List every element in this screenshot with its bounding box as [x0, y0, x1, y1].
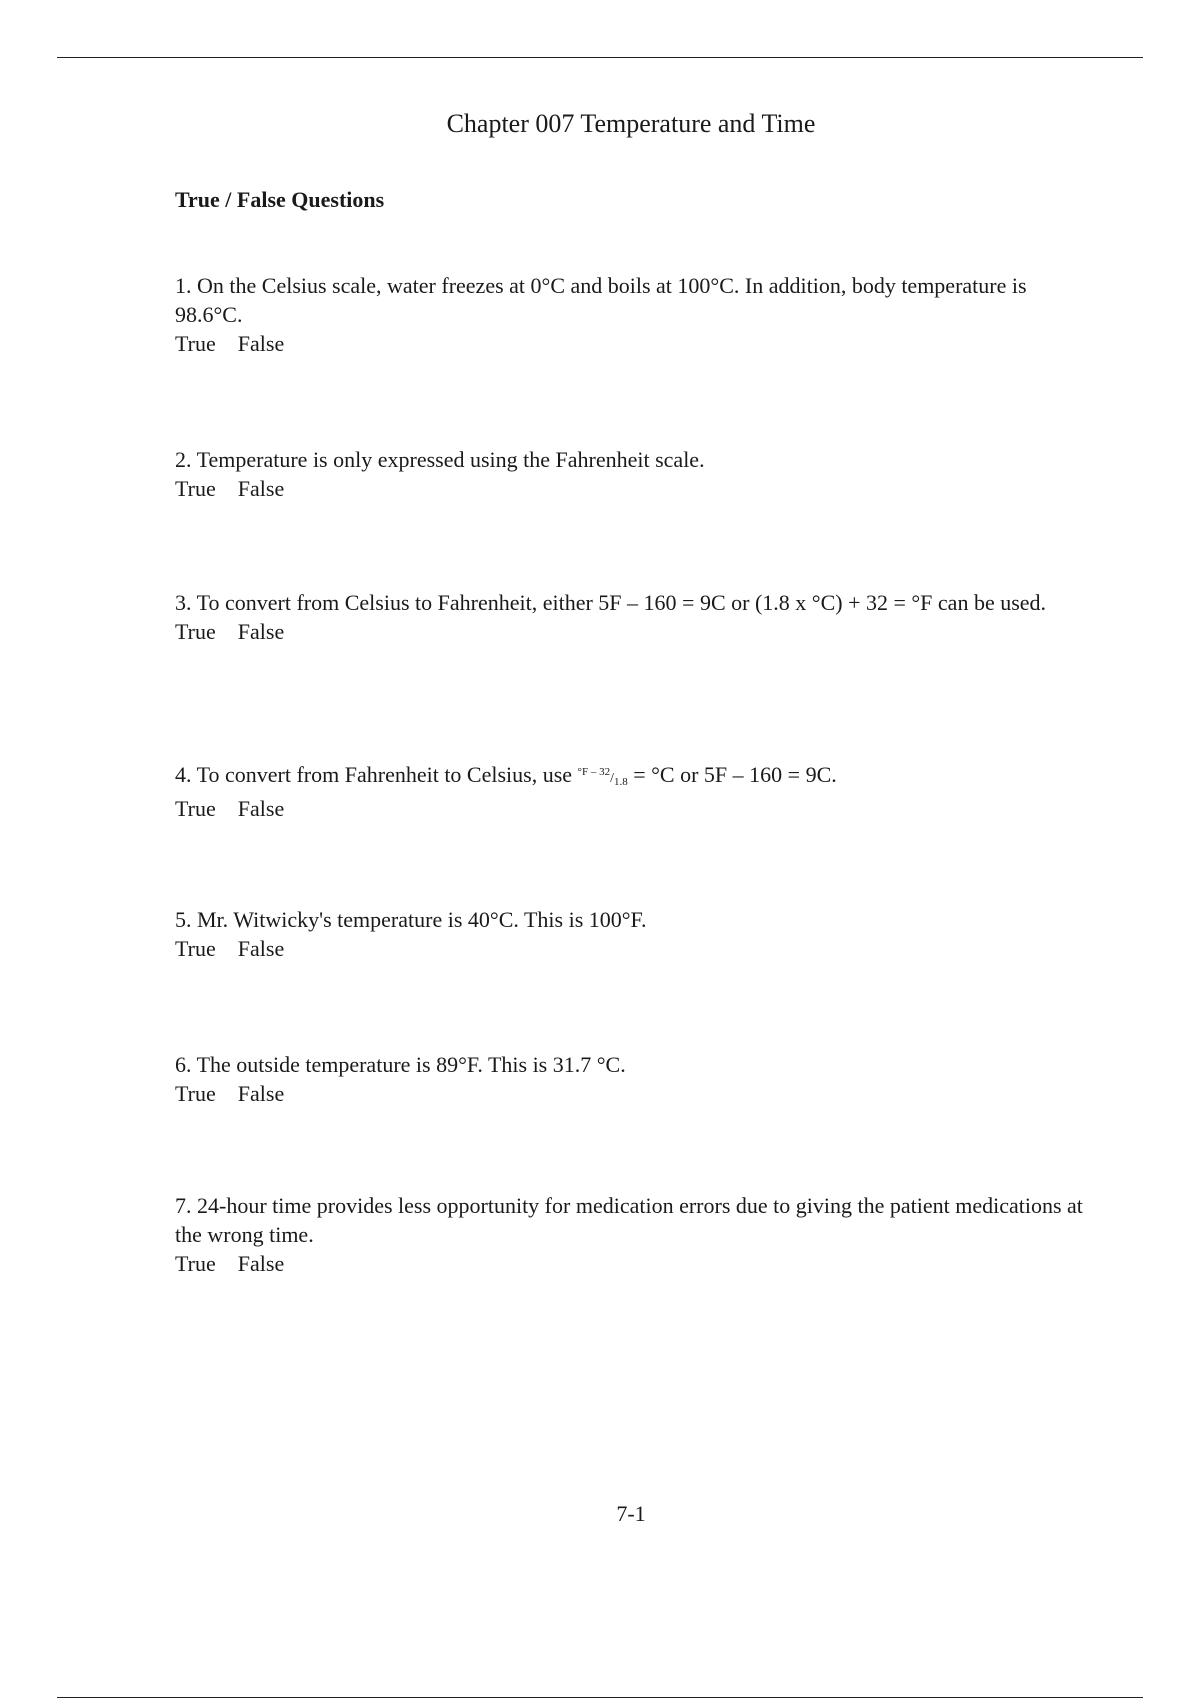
false-option: False	[237, 476, 285, 501]
question-text: 6. The outside temperature is 89°F. This is 31.7 °C.	[175, 1052, 626, 1077]
question-text: 1. On the Celsius scale, water freezes at 0°C and boils at 100°C. In addition, body temperature is 98.6°C.	[175, 273, 1027, 327]
false-option: False	[237, 331, 285, 356]
false-option: False	[237, 936, 285, 961]
answer-options	[175, 1079, 1095, 1108]
true-option: True	[175, 936, 216, 961]
true-option: True	[175, 331, 216, 356]
question-text: 7. 24-hour time provides less opportunity for medication errors due to giving the patient medications at the wrong time.	[175, 1193, 1083, 1247]
question-5	[175, 905, 1095, 963]
question-2	[175, 445, 1095, 503]
false-option: False	[237, 796, 285, 821]
answer-options	[175, 1249, 1095, 1278]
question-3	[175, 588, 1095, 646]
false-option: False	[237, 1081, 285, 1106]
true-option: True	[175, 619, 216, 644]
true-option: True	[175, 1251, 216, 1276]
answer-options	[175, 794, 1095, 823]
answer-options	[175, 617, 1095, 646]
answer-options	[175, 474, 1095, 503]
page-number: 7-1	[616, 1501, 646, 1526]
question-1	[175, 271, 1095, 358]
question-text: 3. To convert from Celsius to Fahrenheit, either 5F – 160 = 9C or (1.8 x °C) + 32 = °F can be used.	[175, 590, 1047, 615]
question-text-after: = °C or 5F – 160 = 9C.	[627, 762, 837, 787]
page-title: Chapter 007 Temperature and Time	[446, 109, 816, 138]
question-text: 5. Mr. Witwicky's temperature is 40°C. This is 100°F.	[175, 907, 647, 932]
true-option: True	[175, 796, 216, 821]
question-4	[175, 760, 1095, 823]
true-option: True	[175, 476, 216, 501]
question-text: 2. Temperature is only expressed using the Fahrenheit scale.	[175, 447, 705, 472]
bottom-rule	[57, 1697, 1143, 1698]
fraction-slash: /	[610, 771, 614, 786]
true-option: True	[175, 1081, 216, 1106]
fraction-numerator: °F – 32	[577, 766, 611, 778]
question-6	[175, 1050, 1095, 1108]
question-text	[175, 760, 1095, 794]
fraction-denominator: 1.8	[613, 776, 628, 788]
question-7	[175, 1191, 1095, 1278]
answer-options	[175, 329, 1095, 358]
conversion-fraction	[577, 766, 628, 788]
top-rule	[57, 57, 1143, 58]
section-heading: True / False Questions	[175, 187, 385, 212]
false-option: False	[237, 1251, 285, 1276]
false-option: False	[237, 619, 285, 644]
question-text-before: 4. To convert from Fahrenheit to Celsius, use	[175, 762, 578, 787]
answer-options	[175, 934, 1095, 963]
